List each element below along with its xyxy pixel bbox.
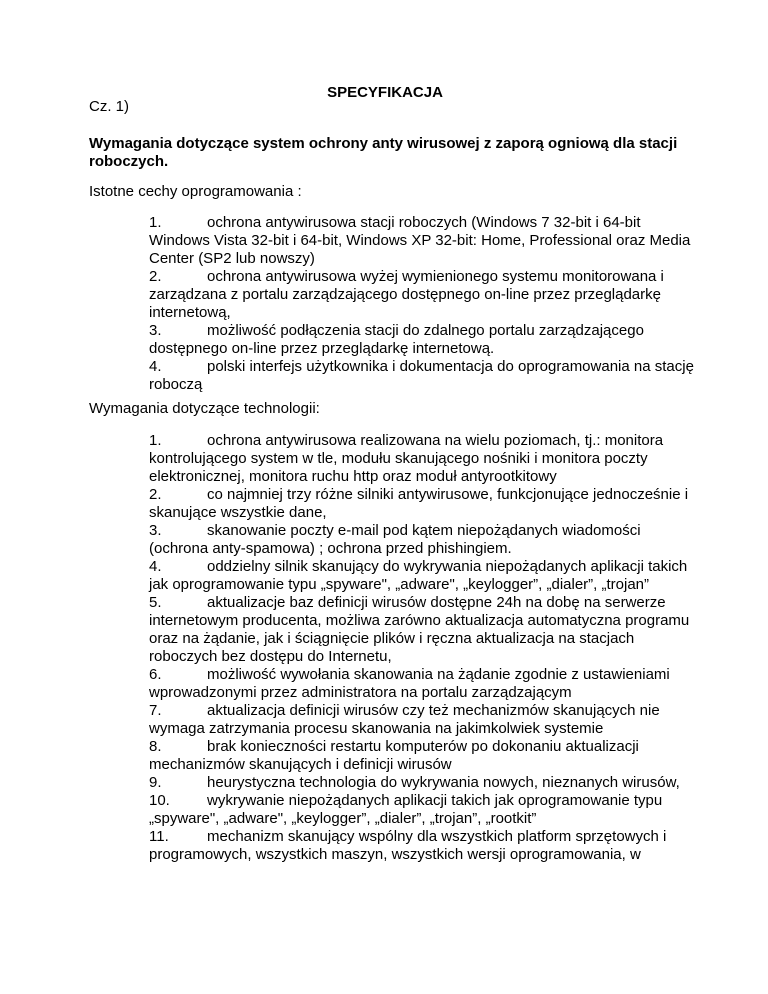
list-item: 11. mechanizm skanujący wspólny dla wszystkich platform sprzętowych i programowych, wszystkich maszyn, wszystkich wersji oprogramowania, w: [149, 828, 667, 863]
list-item: 2. ochrona antywirusowa wyżej wymienionego systemu monitorowana i zarządzana z portalu zarządzającego dostępnego on-line przez przeglądarkę internetową,: [149, 268, 664, 321]
list-item: 4. oddzielny silnik skanujący do wykrywania niepożądanych aplikacji takich jak oprogramowanie typu „spyware", „adware", „keylogger”, „dialer”, „trojan”: [149, 558, 688, 593]
features-list: [149, 214, 694, 394]
list-item: 7. aktualizacja definicji wirusów czy też mechanizmów skanujących nie wymaga zatrzymania procesu skanowania na jakimkolwiek systemie: [149, 702, 660, 737]
list-item: 9. heurystyczna technologia do wykrywania nowych, nieznanych wirusów,: [149, 774, 680, 791]
list-item: 4. polski interfejs użytkownika i dokumentacja do oprogramowania na stację roboczą: [149, 358, 694, 393]
list-item: 1. ochrona antywirusowa stacji roboczych (Windows 7 32-bit i 64-bit Windows Vista 32-bit i 64-bit, Windows XP 32-bit: Home, Professional oraz Media Center (SP2 lub nowszy): [149, 214, 691, 267]
technology-label: Wymagania dotyczące technologii:: [89, 400, 320, 417]
part-label: Cz. 1): [89, 98, 130, 115]
list-item: 1. ochrona antywirusowa realizowana na wielu poziomach, tj.: monitora kontrolującego system w tle, modułu skanującego nośniki i monitora poczty elektronicznej, monitora ruchu http oraz moduł antyrootkitowy: [149, 432, 664, 485]
list-item: 6. możliwość wywołania skanowania na żądanie zgodnie z ustawieniami wprowadzonymi przez administratora na portalu zarządzającym: [149, 666, 670, 701]
technology-list: [149, 432, 694, 864]
document-title: SPECYFIKACJA: [327, 84, 443, 101]
section-heading: Wymagania dotyczące system ochrony anty wirusowej z zaporą ogniową dla stacji roboczych.: [89, 135, 678, 170]
list-item: 3. możliwość podłączenia stacji do zdalnego portalu zarządzającego dostępnego on-line przez przeglądarkę internetową.: [149, 322, 644, 357]
list-item: 8. brak konieczności restartu komputerów po dokonaniu aktualizacji mechanizmów skanujących i definicji wirusów: [149, 738, 639, 773]
list-item: 3. skanowanie poczty e-mail pod kątem niepożądanych wiadomości (ochrona anty-spamowa) ; ochrona przed phishingiem.: [149, 522, 641, 557]
features-label: Istotne cechy oprogramowania :: [89, 183, 302, 200]
list-item: 2. co najmniej trzy różne silniki antywirusowe, funkcjonujące jednocześnie i skanujące wszystkie dane,: [149, 486, 689, 521]
list-item: 5. aktualizacje baz definicji wirusów dostępne 24h na dobę na serwerze internetowym producenta, możliwa zarówno aktualizacja automatyczna programu oraz na żądanie, jak i ściągnięcie plików i ręczna aktualizacja na stacjach roboczych bez dostępu do Internetu,: [149, 594, 690, 665]
list-item: 10. wykrywanie niepożądanych aplikacji takich jak oprogramowanie typu „spyware", „adware", „keylogger”, „dialer”, „trojan”, „rootkit”: [149, 792, 663, 827]
